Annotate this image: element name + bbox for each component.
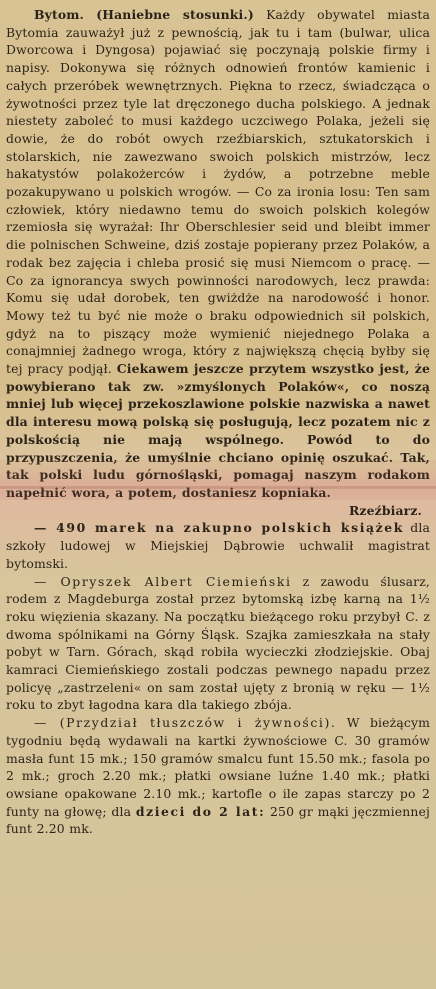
article-rations-body-2: 250 gr mąki jęczmiennej funt 2.20 mk. [6,803,430,837]
article-rations-kids: dzieci do 2 lat: [135,803,266,819]
article-books [6,519,430,572]
article-rations-lead: — (Przydział tłuszczów i żywności). [34,715,337,731]
article-books-body: dla szkoły ludowej w Miejskiej Dąbrowie uchwalił magistrat bytomski. [6,520,430,571]
article-books-lead: — 490 marek na zakupno polskich książek [34,520,404,536]
article-rations [6,714,430,838]
paper-fold [0,486,436,489]
article-opryszek-lead: — Opryszek Albert Ciemieński [34,573,292,589]
article-opryszek [6,573,430,715]
article-signature: Rzeźbiarz. [348,502,422,518]
article-headline: (Haniebne stosunki.) [96,7,254,22]
article-body-1: Każdy obywatel miasta Bytomia zauważył już z pewnością, jak tu i tam (bulwar, ulica Dworcowa i Dyngosa) pojawiać się poczynają polskie firmy i napisy. Dokonywa się różnych odnowień frontów kamienic i całych przeróbek wewnętrznych. Piękna to rzecz, świadcząca o żywotności przez tyle lat dręczonego ducha polskiego. A jednak niestety zaboleć to musi każdego uczciwego Polaka, jeżeli się dowie, że do robót owych rzeźbiarskich, sztukatorskich i stolarskich, nie zawezwano swoich polskich mistrzów, lecz hakatystów polakożerców i żydów, a potrzebne meble pozakupywano u polskich wrogów. — Co za ironia losu: Ten sam człowiek, który niedawno temu do swoich polskich kolegów rzemiosła się wyrażał: Ihr Oberschlesier seid und bleibt immer die polnischen Schweine, dziś zostaje popierany przez Polaków, a rodak bez zajęcia i chleba prosić się musi Niemcom o pracę. — Co za ignorancya swych powinności narodowych, lecz prawda: Komu się udał dorobek, ten gwiżdże na narodowość i honor. Mowy też tu być nie może o braku odpowiednich sił polskich, gdyż na to piszący może wymienić niejednego Polaka a conajmniej żadnego wroga, który z największą chęcią byłby się tej pracy podjął. [6,7,430,377]
article-column [6,6,430,838]
article-opryszek-body: z zawodu ślusarz, rodem z Magdeburga został przez bytomską izbę karną na 1½ roku więzienia skazany. Na początku bieżącego roku przybył C. z dwoma spólnikami na Górny Śląsk. Szajka zamieszkała na stały pobyt w Tarn. Górach, skąd robiła wycieczki złodziejskie. Obaj kamraci Ciemieńskiego zostali podczas pewnego napadu przez policyę „zastrzeleni« on sam został ujęty z bronią w ręku — 1½ roku to zbyt łagodna kara dla takiego zbója. [6,573,430,713]
article-place: Bytom. [34,7,84,22]
article-rations-body-1: W bieżącym tygodniu będą wydawali na kartki żywnościowe C. 30 gramów masła funt 15 mk.; 150 gramów smalcu funt 15.50 mk.; fasola po 2 mk.; groch 2.20 mk.; płatki owsiane luźne 1.40 mk.; płatki owsiane opakowane 2.10 mk.; kartofle o ile zapas starczy po 2 funty na głowę; dla [6,715,430,819]
article-body-2: Ciekawem jeszcze przytem wszystko jest, że powybierano tak zw. »zmyślonych Polaków«, co noszą mniej lub więcej przekoszlawione polskie nazwiska a nawet dla interesu mową polską się posługują, lecz pozatem nic z polskością nie mają wspólnego. Powód to do przypuszczenia, że umyślnie chciano opinię oszukać. Tak, tak polski ludu górnośląski, pomagaj naszym rodakom napełnić wora, a potem, dostaniesz kopniaka. [6,361,431,500]
article-bytom [6,6,430,502]
